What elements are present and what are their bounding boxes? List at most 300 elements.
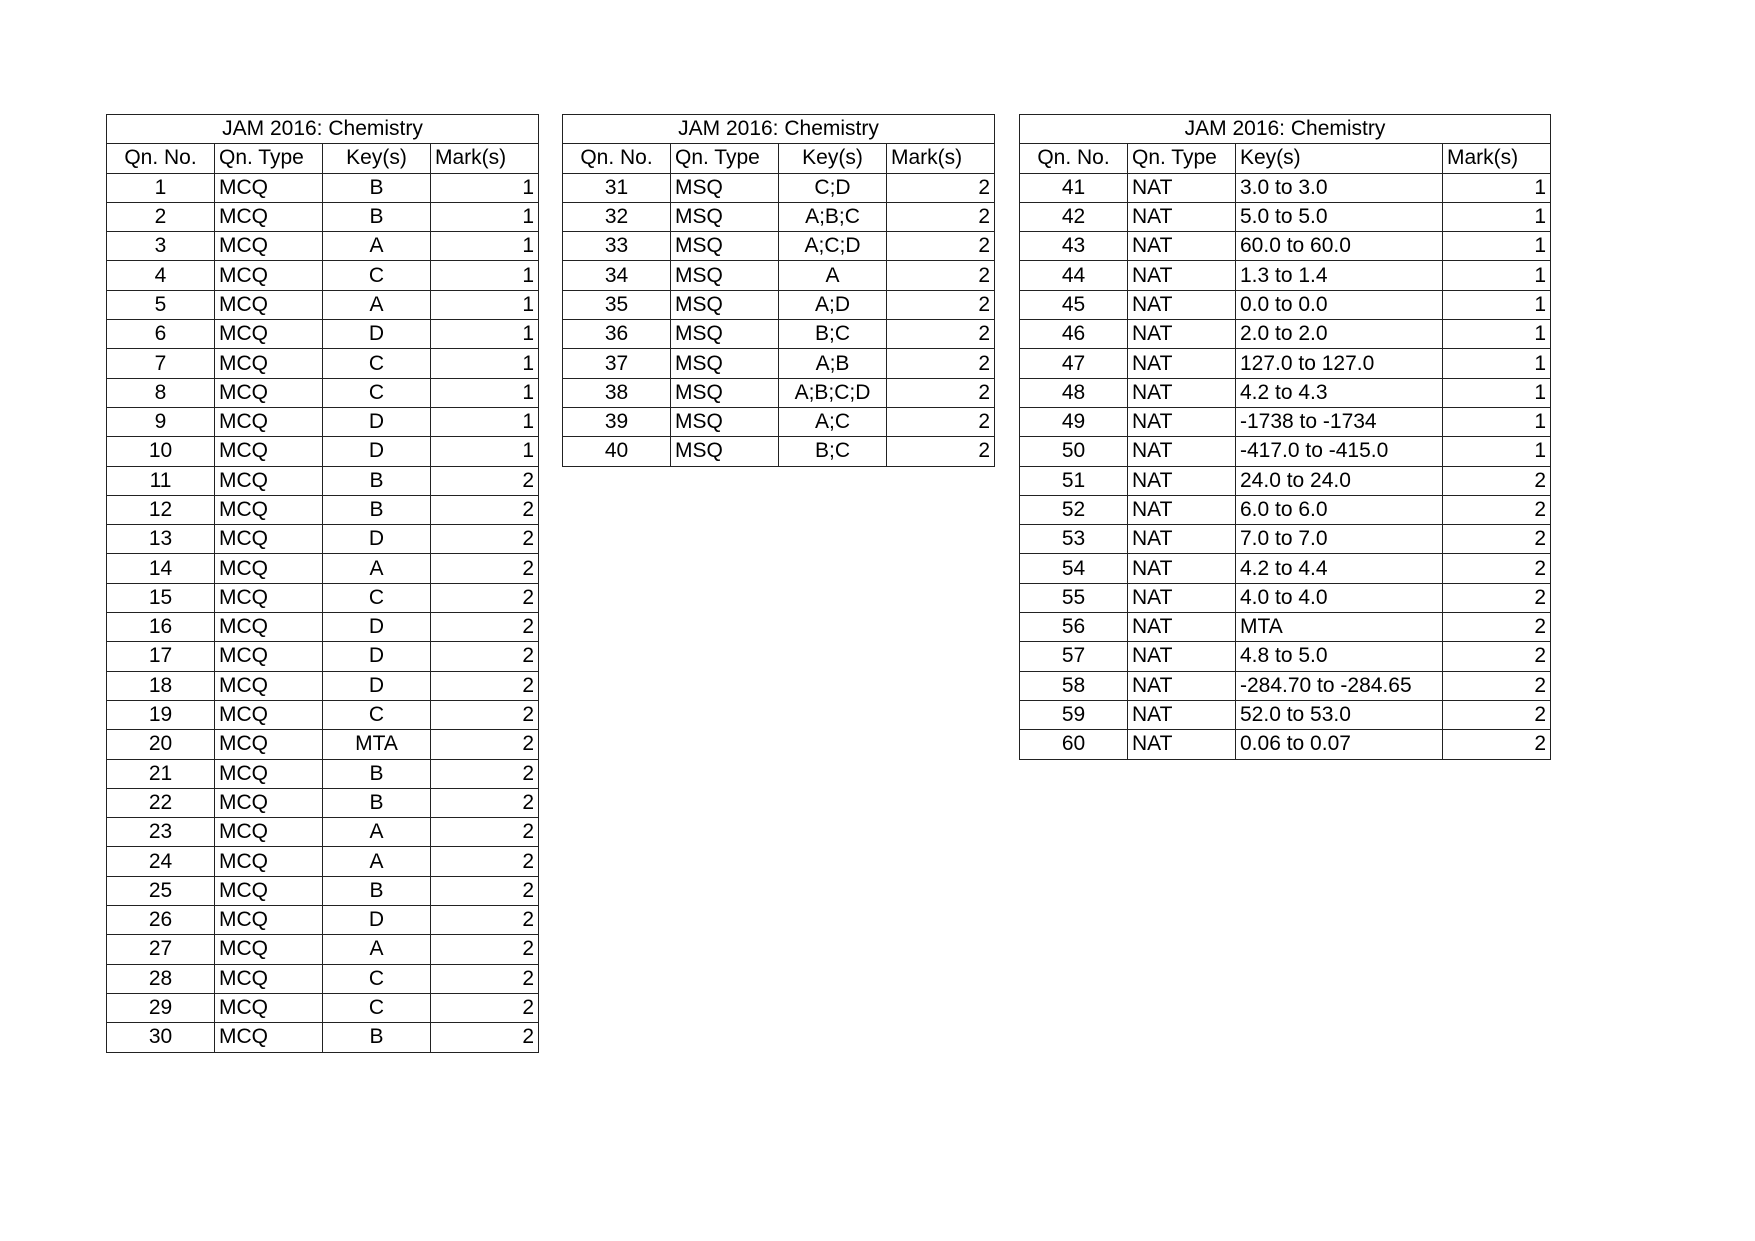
table-row xyxy=(107,173,539,202)
table-row xyxy=(563,349,995,378)
header-keys: Key(s) xyxy=(323,144,431,173)
cell-key: A xyxy=(323,847,431,876)
cell-key: 1.3 to 1.4 xyxy=(1236,261,1443,290)
cell-qn-no: 46 xyxy=(1020,320,1128,349)
table-row xyxy=(1020,642,1551,671)
table-row xyxy=(563,407,995,436)
cell-mark: 2 xyxy=(887,173,995,202)
cell-qn-type: NAT xyxy=(1128,320,1236,349)
table-title: JAM 2016: Chemistry xyxy=(107,115,539,144)
cell-qn-type: NAT xyxy=(1128,495,1236,524)
cell-qn-type: MSQ xyxy=(671,437,779,466)
cell-qn-type: MCQ xyxy=(215,642,323,671)
table-header-row xyxy=(1020,144,1551,173)
cell-qn-no: 4 xyxy=(107,261,215,290)
cell-qn-no: 21 xyxy=(107,759,215,788)
header-qn-type: Qn. Type xyxy=(1128,144,1236,173)
cell-key: 0.06 to 0.07 xyxy=(1236,730,1443,759)
cell-mark: 1 xyxy=(431,320,539,349)
cell-qn-type: NAT xyxy=(1128,700,1236,729)
table-row xyxy=(107,261,539,290)
answer-key-table-msq xyxy=(562,114,995,467)
table-row xyxy=(1020,349,1551,378)
cell-qn-no: 17 xyxy=(107,642,215,671)
table-row xyxy=(107,349,539,378)
cell-key: A xyxy=(323,290,431,319)
cell-key: 52.0 to 53.0 xyxy=(1236,700,1443,729)
cell-key: D xyxy=(323,437,431,466)
cell-mark: 2 xyxy=(431,964,539,993)
cell-qn-no: 34 xyxy=(563,261,671,290)
cell-key: C xyxy=(323,964,431,993)
cell-mark: 1 xyxy=(431,290,539,319)
cell-key: B xyxy=(323,202,431,231)
cell-qn-no: 7 xyxy=(107,349,215,378)
cell-qn-type: MCQ xyxy=(215,232,323,261)
cell-qn-type: MCQ xyxy=(215,173,323,202)
cell-key: B xyxy=(323,876,431,905)
cell-qn-no: 44 xyxy=(1020,261,1128,290)
cell-qn-no: 8 xyxy=(107,378,215,407)
cell-qn-no: 32 xyxy=(563,202,671,231)
cell-key: 3.0 to 3.0 xyxy=(1236,173,1443,202)
table-row xyxy=(107,964,539,993)
cell-key: A xyxy=(779,261,887,290)
cell-qn-no: 41 xyxy=(1020,173,1128,202)
cell-qn-type: MCQ xyxy=(215,320,323,349)
table-row xyxy=(107,730,539,759)
cell-mark: 1 xyxy=(1443,173,1551,202)
table-row xyxy=(1020,378,1551,407)
cell-qn-no: 24 xyxy=(107,847,215,876)
cell-qn-no: 25 xyxy=(107,876,215,905)
table-row xyxy=(563,232,995,261)
cell-key: MTA xyxy=(323,730,431,759)
cell-key: D xyxy=(323,642,431,671)
cell-mark: 1 xyxy=(431,202,539,231)
cell-qn-type: NAT xyxy=(1128,671,1236,700)
cell-qn-no: 55 xyxy=(1020,583,1128,612)
cell-qn-no: 22 xyxy=(107,788,215,817)
cell-key: A;C;D xyxy=(779,232,887,261)
table-row xyxy=(107,935,539,964)
cell-key: 2.0 to 2.0 xyxy=(1236,320,1443,349)
table-row xyxy=(563,202,995,231)
cell-qn-type: MCQ xyxy=(215,700,323,729)
table-row xyxy=(107,232,539,261)
header-qn-type: Qn. Type xyxy=(215,144,323,173)
cell-qn-no: 3 xyxy=(107,232,215,261)
cell-qn-type: MCQ xyxy=(215,202,323,231)
cell-mark: 1 xyxy=(1443,407,1551,436)
cell-qn-no: 49 xyxy=(1020,407,1128,436)
table-row xyxy=(107,788,539,817)
cell-qn-no: 26 xyxy=(107,906,215,935)
cell-qn-no: 58 xyxy=(1020,671,1128,700)
table-row xyxy=(1020,437,1551,466)
cell-mark: 2 xyxy=(431,554,539,583)
cell-qn-no: 48 xyxy=(1020,378,1128,407)
cell-mark: 2 xyxy=(431,671,539,700)
table-row xyxy=(107,876,539,905)
answer-key-table-nat xyxy=(1019,114,1551,760)
cell-mark: 2 xyxy=(431,495,539,524)
cell-qn-type: MCQ xyxy=(215,437,323,466)
cell-mark: 2 xyxy=(431,700,539,729)
cell-qn-type: NAT xyxy=(1128,730,1236,759)
header-qn-no: Qn. No. xyxy=(563,144,671,173)
cell-key: D xyxy=(323,407,431,436)
table-row xyxy=(107,290,539,319)
cell-key: C;D xyxy=(779,173,887,202)
cell-qn-no: 13 xyxy=(107,525,215,554)
cell-mark: 2 xyxy=(431,730,539,759)
cell-mark: 2 xyxy=(431,525,539,554)
cell-qn-type: MCQ xyxy=(215,759,323,788)
cell-mark: 2 xyxy=(1443,613,1551,642)
table-row xyxy=(107,759,539,788)
cell-qn-no: 27 xyxy=(107,935,215,964)
cell-qn-no: 14 xyxy=(107,554,215,583)
cell-qn-no: 12 xyxy=(107,495,215,524)
cell-key: 24.0 to 24.0 xyxy=(1236,466,1443,495)
table-row xyxy=(1020,495,1551,524)
table-row xyxy=(107,407,539,436)
header-marks: Mark(s) xyxy=(1443,144,1551,173)
table-row xyxy=(1020,290,1551,319)
cell-qn-no: 59 xyxy=(1020,700,1128,729)
cell-qn-no: 33 xyxy=(563,232,671,261)
cell-qn-type: NAT xyxy=(1128,173,1236,202)
table-row xyxy=(1020,466,1551,495)
table-row xyxy=(563,290,995,319)
cell-qn-type: NAT xyxy=(1128,437,1236,466)
cell-qn-type: NAT xyxy=(1128,232,1236,261)
table-row xyxy=(107,202,539,231)
header-marks: Mark(s) xyxy=(887,144,995,173)
table-header-row xyxy=(563,144,995,173)
cell-qn-no: 56 xyxy=(1020,613,1128,642)
cell-qn-type: MCQ xyxy=(215,613,323,642)
table-row xyxy=(107,554,539,583)
cell-mark: 2 xyxy=(431,613,539,642)
cell-key: C xyxy=(323,349,431,378)
cell-key: 60.0 to 60.0 xyxy=(1236,232,1443,261)
cell-key: B xyxy=(323,1023,431,1052)
cell-qn-no: 11 xyxy=(107,466,215,495)
cell-key: A xyxy=(323,818,431,847)
cell-mark: 2 xyxy=(431,1023,539,1052)
cell-mark: 1 xyxy=(431,349,539,378)
cell-qn-type: NAT xyxy=(1128,466,1236,495)
table-row xyxy=(1020,232,1551,261)
table-header-row xyxy=(107,144,539,173)
table-row xyxy=(1020,173,1551,202)
cell-qn-type: MCQ xyxy=(215,671,323,700)
table-row xyxy=(107,847,539,876)
cell-key: A;C xyxy=(779,407,887,436)
table-row xyxy=(563,320,995,349)
cell-qn-type: MCQ xyxy=(215,876,323,905)
cell-mark: 1 xyxy=(1443,320,1551,349)
cell-mark: 2 xyxy=(431,642,539,671)
cell-qn-type: MCQ xyxy=(215,554,323,583)
cell-qn-type: MCQ xyxy=(215,378,323,407)
table-row xyxy=(1020,525,1551,554)
cell-key: D xyxy=(323,671,431,700)
cell-qn-no: 20 xyxy=(107,730,215,759)
cell-key: B xyxy=(323,788,431,817)
cell-qn-no: 52 xyxy=(1020,495,1128,524)
answer-key-table-mcq xyxy=(106,114,539,1053)
cell-key: B xyxy=(323,759,431,788)
cell-key: A xyxy=(323,232,431,261)
cell-qn-type: MSQ xyxy=(671,290,779,319)
cell-qn-no: 54 xyxy=(1020,554,1128,583)
header-qn-no: Qn. No. xyxy=(107,144,215,173)
cell-qn-no: 18 xyxy=(107,671,215,700)
cell-qn-type: MCQ xyxy=(215,1023,323,1052)
cell-qn-no: 35 xyxy=(563,290,671,319)
cell-key: A xyxy=(323,554,431,583)
cell-mark: 1 xyxy=(431,261,539,290)
table-title-row xyxy=(1020,115,1551,144)
cell-qn-type: MCQ xyxy=(215,583,323,612)
table-row xyxy=(563,261,995,290)
cell-key: 4.2 to 4.4 xyxy=(1236,554,1443,583)
table-row xyxy=(1020,613,1551,642)
cell-key: 4.8 to 5.0 xyxy=(1236,642,1443,671)
cell-qn-no: 42 xyxy=(1020,202,1128,231)
table-row xyxy=(1020,583,1551,612)
table-row xyxy=(107,525,539,554)
cell-qn-no: 36 xyxy=(563,320,671,349)
cell-qn-type: NAT xyxy=(1128,642,1236,671)
cell-key: 7.0 to 7.0 xyxy=(1236,525,1443,554)
header-marks: Mark(s) xyxy=(431,144,539,173)
cell-mark: 2 xyxy=(887,232,995,261)
header-qn-type: Qn. Type xyxy=(671,144,779,173)
cell-key: D xyxy=(323,613,431,642)
table-title: JAM 2016: Chemistry xyxy=(1020,115,1551,144)
cell-key: 6.0 to 6.0 xyxy=(1236,495,1443,524)
cell-qn-no: 39 xyxy=(563,407,671,436)
cell-mark: 2 xyxy=(1443,730,1551,759)
table-row xyxy=(107,700,539,729)
cell-mark: 1 xyxy=(431,437,539,466)
cell-key: 5.0 to 5.0 xyxy=(1236,202,1443,231)
cell-key: -284.70 to -284.65 xyxy=(1236,671,1443,700)
table-title-row xyxy=(563,115,995,144)
cell-qn-type: MCQ xyxy=(215,349,323,378)
cell-mark: 2 xyxy=(887,261,995,290)
cell-qn-type: MCQ xyxy=(215,788,323,817)
cell-key: MTA xyxy=(1236,613,1443,642)
cell-key: C xyxy=(323,583,431,612)
cell-key: D xyxy=(323,906,431,935)
cell-mark: 2 xyxy=(431,818,539,847)
cell-key: A;B xyxy=(779,349,887,378)
cell-qn-type: MCQ xyxy=(215,906,323,935)
cell-mark: 2 xyxy=(1443,642,1551,671)
table-row xyxy=(1020,671,1551,700)
cell-mark: 2 xyxy=(431,935,539,964)
cell-mark: 2 xyxy=(887,202,995,231)
cell-qn-no: 10 xyxy=(107,437,215,466)
cell-key: 4.0 to 4.0 xyxy=(1236,583,1443,612)
cell-qn-type: MSQ xyxy=(671,173,779,202)
cell-qn-type: MSQ xyxy=(671,202,779,231)
cell-qn-type: MCQ xyxy=(215,818,323,847)
cell-qn-no: 60 xyxy=(1020,730,1128,759)
cell-qn-no: 23 xyxy=(107,818,215,847)
table-row xyxy=(563,378,995,407)
cell-qn-type: MSQ xyxy=(671,261,779,290)
cell-key: 0.0 to 0.0 xyxy=(1236,290,1443,319)
table-row xyxy=(107,906,539,935)
cell-mark: 1 xyxy=(1443,378,1551,407)
cell-qn-no: 6 xyxy=(107,320,215,349)
cell-qn-type: NAT xyxy=(1128,525,1236,554)
cell-mark: 2 xyxy=(431,876,539,905)
table-row xyxy=(107,320,539,349)
cell-key: A;D xyxy=(779,290,887,319)
table-row xyxy=(1020,202,1551,231)
cell-qn-type: MCQ xyxy=(215,964,323,993)
cell-qn-type: MCQ xyxy=(215,730,323,759)
cell-qn-no: 15 xyxy=(107,583,215,612)
cell-qn-no: 37 xyxy=(563,349,671,378)
cell-key: -417.0 to -415.0 xyxy=(1236,437,1443,466)
cell-qn-no: 45 xyxy=(1020,290,1128,319)
cell-mark: 2 xyxy=(887,320,995,349)
cell-mark: 2 xyxy=(431,993,539,1022)
cell-mark: 2 xyxy=(887,290,995,319)
table-row xyxy=(1020,730,1551,759)
cell-qn-type: MCQ xyxy=(215,935,323,964)
cell-qn-type: MSQ xyxy=(671,407,779,436)
cell-mark: 2 xyxy=(431,906,539,935)
cell-mark: 2 xyxy=(1443,495,1551,524)
cell-qn-no: 9 xyxy=(107,407,215,436)
cell-mark: 1 xyxy=(1443,202,1551,231)
cell-key: B;C xyxy=(779,437,887,466)
cell-mark: 2 xyxy=(431,583,539,612)
table-row xyxy=(107,466,539,495)
cell-qn-no: 50 xyxy=(1020,437,1128,466)
cell-qn-type: MCQ xyxy=(215,525,323,554)
cell-mark: 2 xyxy=(1443,700,1551,729)
cell-mark: 1 xyxy=(431,378,539,407)
cell-qn-no: 2 xyxy=(107,202,215,231)
table-row xyxy=(107,993,539,1022)
table-row xyxy=(1020,320,1551,349)
cell-mark: 2 xyxy=(431,466,539,495)
table-row xyxy=(107,613,539,642)
cell-qn-no: 1 xyxy=(107,173,215,202)
cell-qn-no: 53 xyxy=(1020,525,1128,554)
table-title-row xyxy=(107,115,539,144)
cell-mark: 2 xyxy=(1443,671,1551,700)
cell-mark: 1 xyxy=(1443,290,1551,319)
table-row xyxy=(107,495,539,524)
cell-qn-type: NAT xyxy=(1128,378,1236,407)
cell-key: D xyxy=(323,525,431,554)
cell-mark: 2 xyxy=(1443,583,1551,612)
table-row xyxy=(1020,700,1551,729)
table-row xyxy=(107,818,539,847)
cell-mark: 1 xyxy=(1443,437,1551,466)
header-keys: Key(s) xyxy=(1236,144,1443,173)
cell-qn-type: MCQ xyxy=(215,993,323,1022)
cell-mark: 1 xyxy=(431,173,539,202)
cell-qn-no: 43 xyxy=(1020,232,1128,261)
table-row xyxy=(107,378,539,407)
cell-mark: 2 xyxy=(1443,554,1551,583)
cell-mark: 2 xyxy=(887,437,995,466)
table-row xyxy=(563,173,995,202)
cell-key: C xyxy=(323,261,431,290)
cell-qn-type: MSQ xyxy=(671,232,779,261)
cell-mark: 2 xyxy=(887,349,995,378)
table-row xyxy=(107,642,539,671)
cell-key: A xyxy=(323,935,431,964)
cell-qn-type: NAT xyxy=(1128,613,1236,642)
table-title: JAM 2016: Chemistry xyxy=(563,115,995,144)
cell-qn-no: 47 xyxy=(1020,349,1128,378)
cell-key: A;B;C xyxy=(779,202,887,231)
cell-mark: 2 xyxy=(431,847,539,876)
cell-qn-type: MSQ xyxy=(671,378,779,407)
cell-qn-no: 40 xyxy=(563,437,671,466)
cell-mark: 2 xyxy=(1443,466,1551,495)
cell-qn-no: 29 xyxy=(107,993,215,1022)
table-row xyxy=(1020,407,1551,436)
cell-qn-type: NAT xyxy=(1128,583,1236,612)
cell-key: A;B;C;D xyxy=(779,378,887,407)
cell-mark: 1 xyxy=(431,232,539,261)
header-keys: Key(s) xyxy=(779,144,887,173)
cell-mark: 2 xyxy=(887,378,995,407)
cell-key: 127.0 to 127.0 xyxy=(1236,349,1443,378)
cell-mark: 2 xyxy=(431,759,539,788)
cell-key: B;C xyxy=(779,320,887,349)
cell-qn-type: NAT xyxy=(1128,407,1236,436)
table-row xyxy=(107,671,539,700)
cell-qn-no: 16 xyxy=(107,613,215,642)
cell-key: C xyxy=(323,700,431,729)
table-row xyxy=(1020,261,1551,290)
cell-qn-no: 28 xyxy=(107,964,215,993)
cell-mark: 2 xyxy=(887,407,995,436)
cell-qn-type: MSQ xyxy=(671,320,779,349)
cell-key: B xyxy=(323,466,431,495)
table-row xyxy=(107,583,539,612)
cell-key: C xyxy=(323,378,431,407)
table-row xyxy=(107,437,539,466)
cell-key: -1738 to -1734 xyxy=(1236,407,1443,436)
cell-qn-no: 19 xyxy=(107,700,215,729)
cell-qn-type: MCQ xyxy=(215,466,323,495)
cell-qn-no: 51 xyxy=(1020,466,1128,495)
header-qn-no: Qn. No. xyxy=(1020,144,1128,173)
cell-mark: 1 xyxy=(431,407,539,436)
cell-qn-type: NAT xyxy=(1128,261,1236,290)
table-row xyxy=(1020,554,1551,583)
cell-key: B xyxy=(323,173,431,202)
cell-key: D xyxy=(323,320,431,349)
cell-key: B xyxy=(323,495,431,524)
